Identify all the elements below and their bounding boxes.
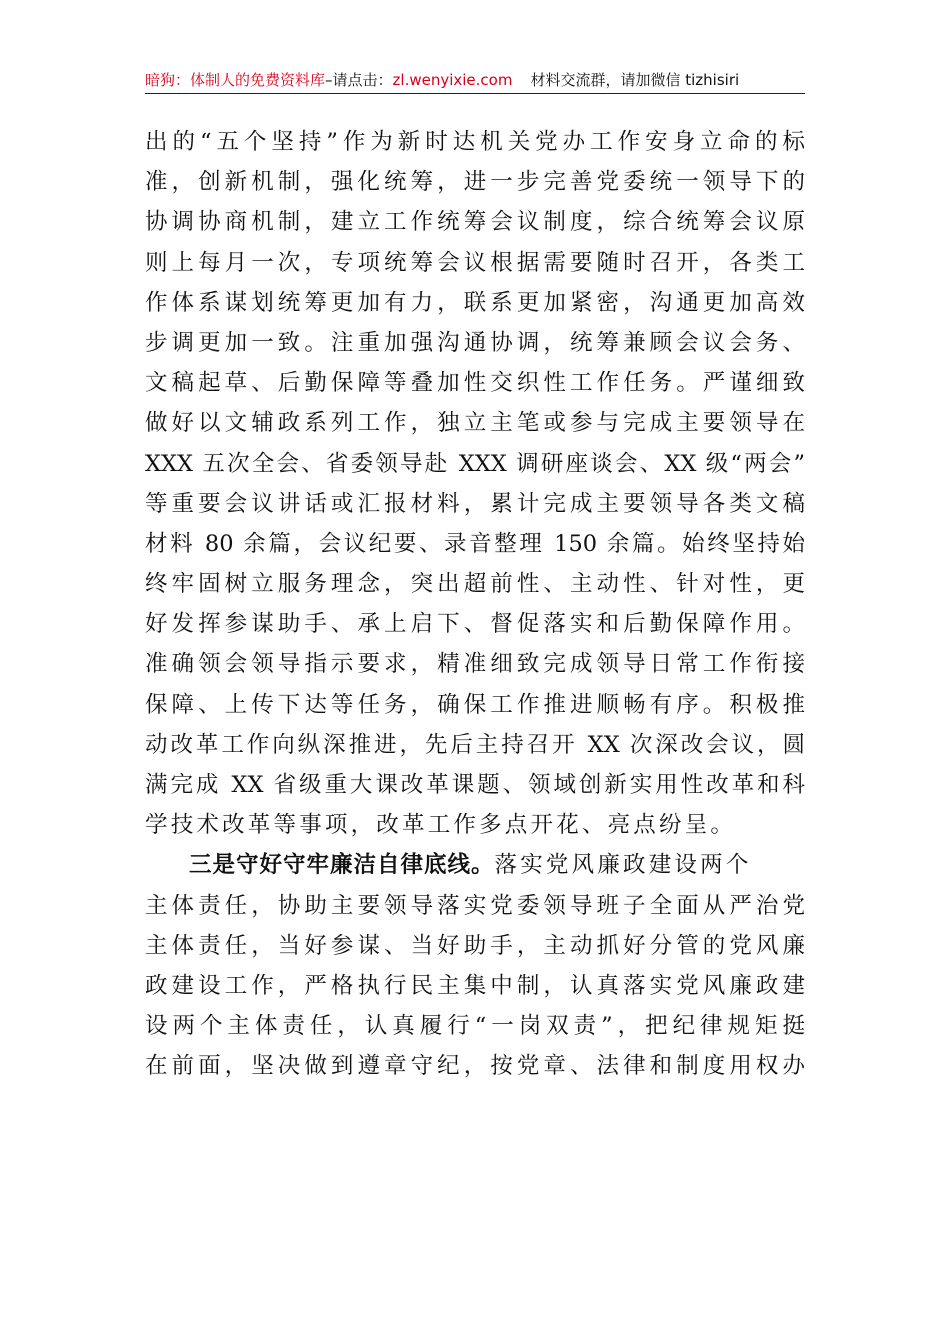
header-link-prefix: –请点击： <box>325 71 393 89</box>
body-line: 满完成 XX 省级重大课改革课题、领域创新实用性改革和科 <box>145 772 805 798</box>
body-line: 文稿起草、后勤保障等叠加性交织性工作任务。严谨细致 <box>145 370 805 397</box>
body-line: 保障、上传下达等任务，确保工作推进顺畅有序。积极推 <box>145 691 805 718</box>
section-3-first-line <box>145 845 805 885</box>
body-line: 好发挥参谋助手、承上启下、督促落实和后勤保障作用。 <box>145 611 805 638</box>
header-brand: 暗狗：体制人的免费资料库 <box>145 71 326 89</box>
body-line: 政建设工作，严格执行民主集中制，认真落实党风廉政建 <box>145 972 805 999</box>
header-contact: 材料交流群，请加微信 tizhisiri <box>530 71 740 89</box>
body-line: 动改革工作向纵深推进，先后主持召开 XX 次深改会议，圆 <box>145 731 805 758</box>
body-line: 步调更加一致。注重加强沟通协调，统筹兼顾会议会务、 <box>145 329 805 356</box>
body-line: 做好以文辅政系列工作，独立主笔或参与完成主要领导在 <box>145 410 805 437</box>
body-line: XXX 五次全会、省委领导赴 XXX 调研座谈会、XX 级“两会” <box>145 450 805 477</box>
header-url-link[interactable]: zl.wenyixie.com <box>392 71 513 89</box>
body-line: 终牢固树立服务理念，突出超前性、主动性、针对性，更 <box>145 571 805 598</box>
body-line: 主体责任，协助主要领导落实党委领导班子全面从严治党 <box>145 892 805 919</box>
body-line: 设两个主体责任，认真履行“一岗双责”，把纪律规矩挺 <box>145 1013 805 1040</box>
body-line: 出的“五个坚持”作为新时达机关党办工作安身立命的标 <box>145 129 805 155</box>
body-line: 则上每月一次，专项统筹会议根据需要随时召开，各类工 <box>145 249 805 276</box>
body-line: 准，创新机制，强化统筹，进一步完善党委统一领导下的 <box>145 169 805 196</box>
body-line: 协调协商机制，建立工作统筹会议制度，综合统筹会议原 <box>145 209 805 236</box>
body-line: 准确领会领导指示要求，精准细致完成领导日常工作衔接 <box>145 651 805 678</box>
body-line: 等重要会议讲话或汇报材料，累计完成主要领导各类文稿 <box>145 490 805 517</box>
body-line: 在前面，坚决做到遵章守纪，按党章、法律和制度用权办 <box>145 1053 805 1080</box>
body-line: 材料 80 余篇，会议纪要、录音整理 150 余篇。始终坚持始 <box>145 530 805 557</box>
section-3-first-line-text: 落实党风廉政建设两个 <box>494 852 752 879</box>
body-line: 学技术改革等事项，改革工作多点开花、亮点纷呈。 <box>145 812 737 839</box>
section-3-heading: 三是守好守牢廉洁自律底线。 <box>189 852 495 879</box>
body-line: 作体系谋划统筹更加有力，联系更加紧密，沟通更加高效 <box>145 289 805 316</box>
document-body <box>145 122 805 1087</box>
body-line: 主体责任，当好参谋、当好助手，主动抓好分管的党风廉 <box>145 932 805 959</box>
page-header <box>145 60 805 94</box>
